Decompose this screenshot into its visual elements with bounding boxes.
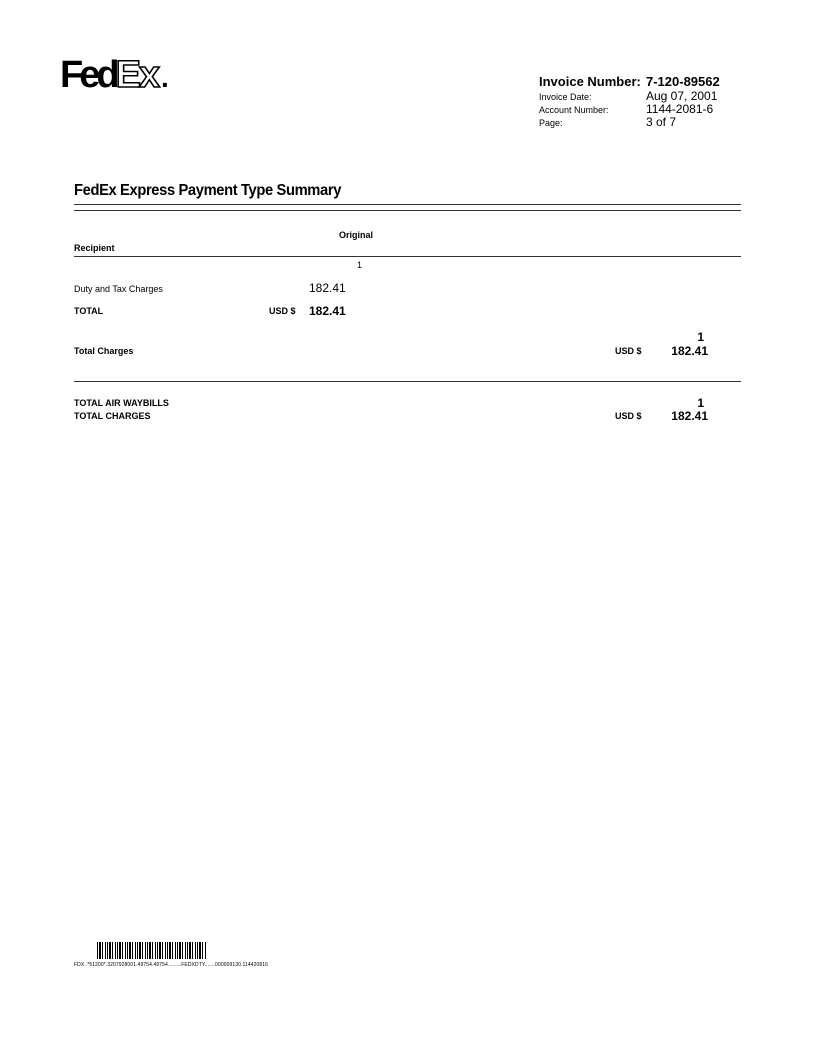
page-label: Page: <box>539 118 563 128</box>
grand-total-charges-currency: USD $ <box>615 411 642 421</box>
header-rule <box>74 256 741 257</box>
total-charges-count: 1 <box>697 330 704 344</box>
barcode-image <box>97 942 207 959</box>
account-number-label: Account Number: <box>539 105 609 115</box>
invoice-date-value: Aug 07, 2001 <box>646 89 718 103</box>
grand-total-charges-label: TOTAL CHARGES <box>74 411 151 421</box>
total-air-waybills-label: TOTAL AIR WAYBILLS <box>74 398 169 408</box>
total-label: TOTAL <box>74 306 104 316</box>
total-charges-value: 182.41 <box>671 344 708 358</box>
title-rule-bottom <box>74 210 741 211</box>
row-label-duty-tax: Duty and Tax Charges <box>74 284 163 294</box>
section-title: FedEx Express Payment Type Summary <box>74 182 342 199</box>
title-rule-top <box>74 204 741 205</box>
invoice-number-label: Invoice Number: <box>539 74 641 89</box>
barcode-text: FDX..*51200*.3207928001.49754.49754.........FEDXDTY.......000009130.114420816 <box>74 962 269 968</box>
account-number-value: 1144-2081-6 <box>646 102 714 116</box>
invoice-number-value: 7-120-89562 <box>646 74 720 89</box>
fedex-logo: FedEx . <box>60 54 169 96</box>
page-value: 3 of 7 <box>646 115 677 129</box>
total-charges-label: Total Charges <box>74 346 134 356</box>
invoice-date-label: Invoice Date: <box>539 92 592 102</box>
column-header-original: Original <box>339 230 374 240</box>
grand-total-charges-value: 182.41 <box>671 409 708 423</box>
group-label-recipient: Recipient <box>74 243 115 253</box>
total-air-waybills-count: 1 <box>697 396 704 410</box>
row-value-duty-tax: 182.41 <box>309 281 346 295</box>
footer-rule <box>74 381 741 382</box>
total-charges-currency: USD $ <box>615 346 642 356</box>
total-value: 182.41 <box>309 304 346 318</box>
total-currency: USD $ <box>269 306 296 316</box>
group-count: 1 <box>357 260 363 270</box>
